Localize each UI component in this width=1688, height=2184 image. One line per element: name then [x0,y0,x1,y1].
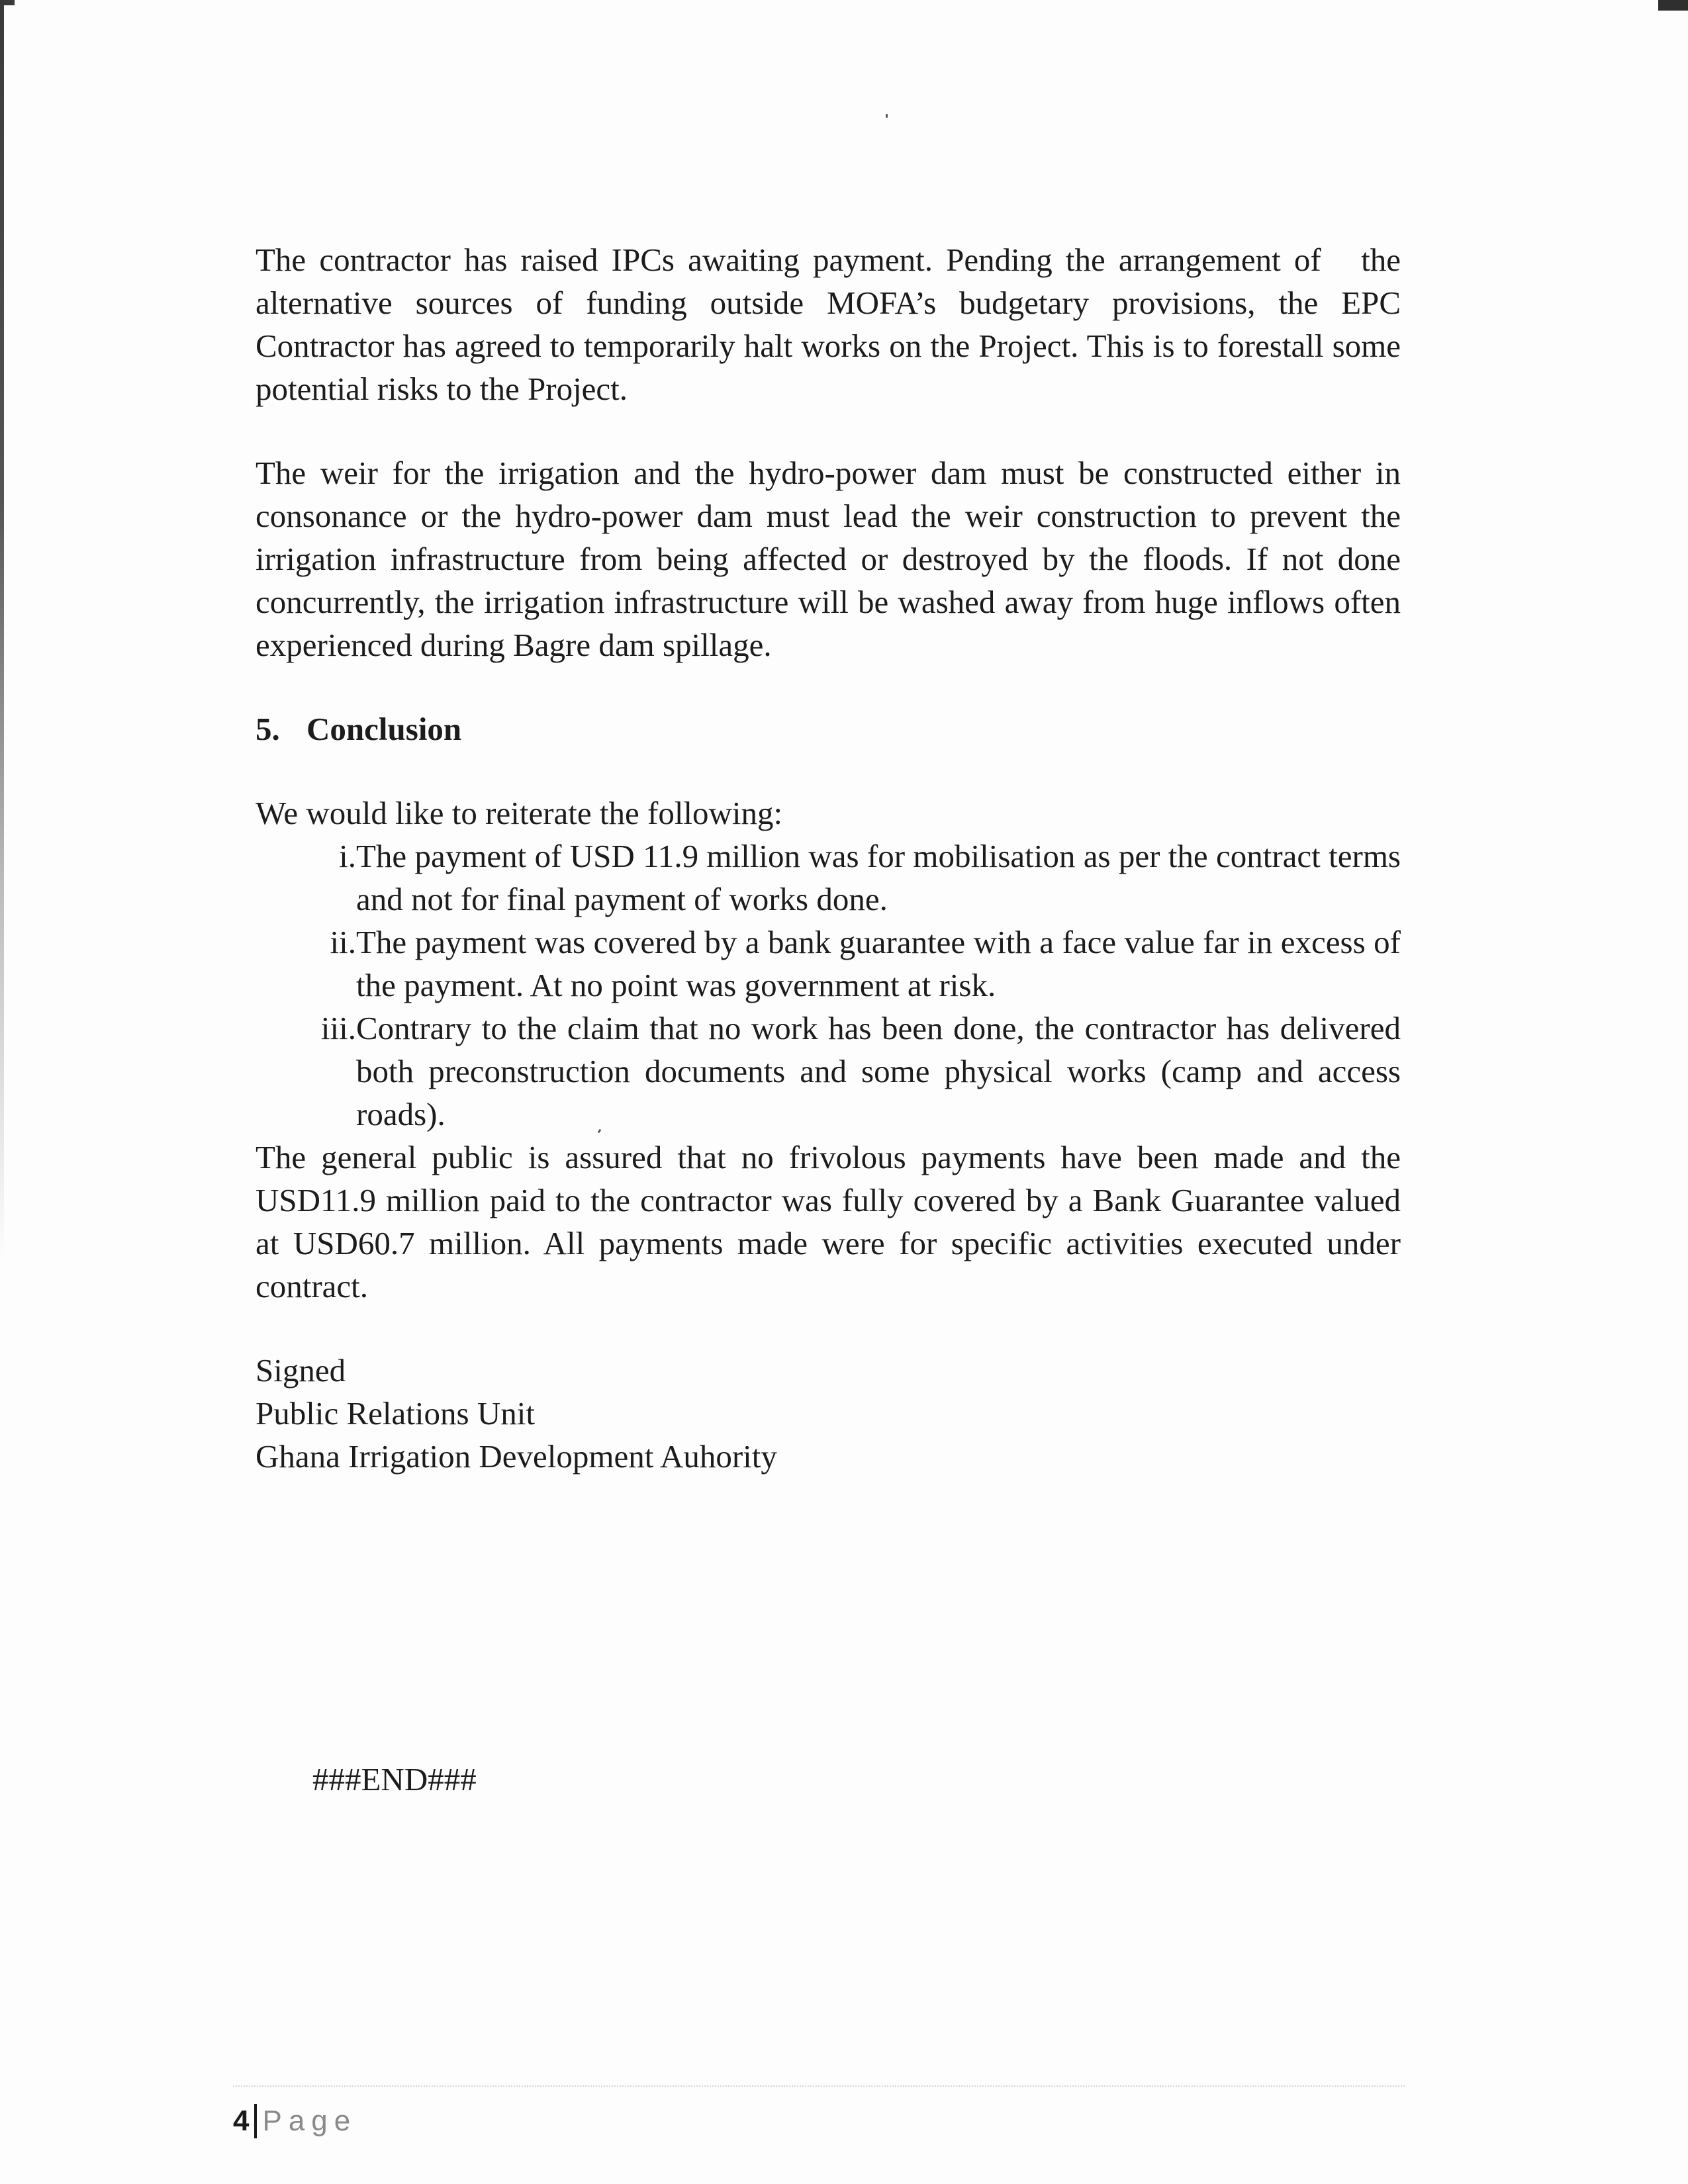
signature-signed: Signed [256,1352,346,1388]
paragraph-ipcs: The contractor has raised IPCs awaiting payment. Pending the arrangement of the alternative sources of funding outside MOFA’s budgetary provisions, the EPC Contractor has agreed to temporarily halt works on the Project. This is to forestall some potential risks to the Project. [256,242,1401,407]
conclusion-intro: We would like to reiterate the following: [256,795,783,831]
section-heading-conclusion [256,707,1401,751]
document-body [256,238,1401,1478]
page-number: 4 [233,2105,250,2137]
paragraph-spacer [256,751,1401,792]
paragraph-weir: The weir for the irrigation and the hydro-power dam must be constructed either in consonance or the hydro-power dam must lead the weir construction to prevent the irrigation infrastructure from being affected or destroyed by the floods. If not done concurrently, the irrigation infrastructure will be washed away from huge inflows often experienced during Bagre dam spillage. [256,455,1401,663]
paragraph-spacer [256,666,1401,707]
signature-unit: Public Relations Unit [256,1395,535,1432]
end-marker: ###END### [312,1761,477,1797]
conclusion-closing: The general public is assured that no frivolous payments have been made and the USD11.9 million paid to the contractor was fully covered by a Bank Guarantee valued at USD60.7 million. All payments made were for specific activities executed under contract. [256,1139,1401,1304]
paragraph-spacer [256,1308,1401,1349]
scan-edge-left [0,0,4,1257]
conclusion-list [256,835,1401,1136]
signature-block [256,1349,1401,1478]
paragraph-spacer [256,410,1401,451]
footer-divider [233,2085,1405,2087]
list-item-text: Contrary to the claim that no work has been done, the contractor has delivered both preconstruction documents and some physical works (camp and access roads). [356,1010,1401,1132]
page-footer [233,2101,357,2141]
list-item-text: The payment was covered by a bank guarantee with a face value far in excess of the payment. At no point was government at risk. [356,924,1401,1003]
scan-speck [886,114,888,118]
list-item-text: The payment of USD 11.9 million was for mobilisation as per the contract terms and not for final payment of works done. [356,838,1401,917]
list-item [256,1007,1401,1136]
section-number: 5. [256,711,280,747]
list-item [256,835,1401,921]
scan-edge-top-right [1658,0,1688,11]
list-marker: i. [339,838,356,874]
list-item [256,921,1401,1007]
list-marker: ii. [330,924,356,960]
section-title: Conclusion [306,711,462,747]
scan-edge-top-left [0,0,15,5]
signature-organization: Ghana Irrigation Development Auhority [256,1438,777,1475]
footer-separator [254,2104,257,2138]
page-label: Page [262,2105,357,2137]
list-marker: iii. [320,1010,356,1046]
